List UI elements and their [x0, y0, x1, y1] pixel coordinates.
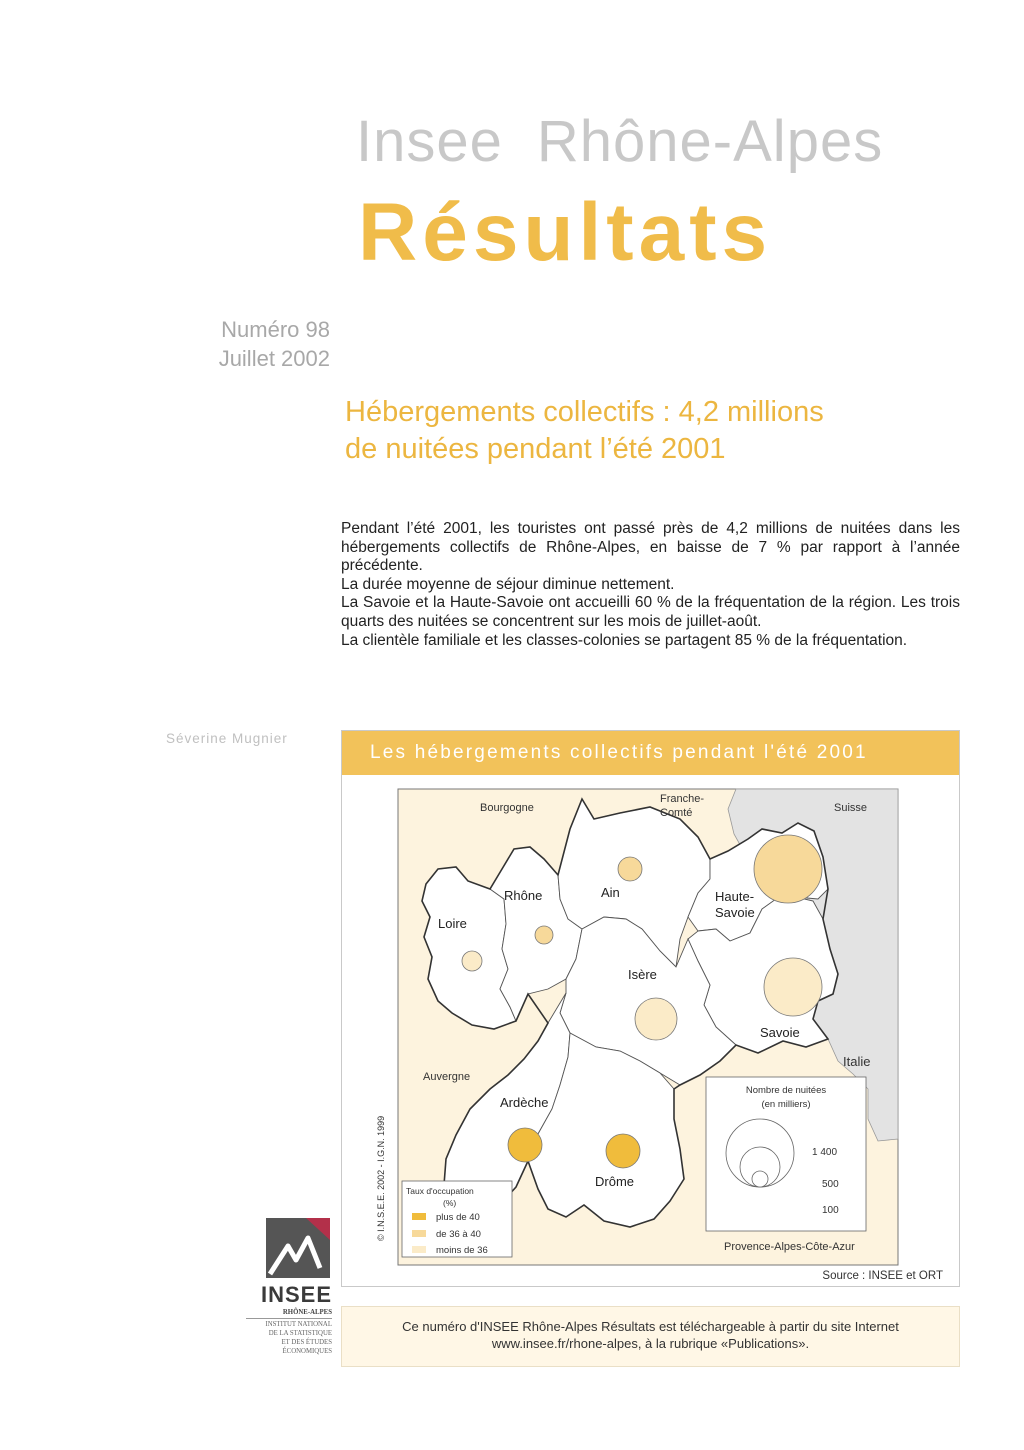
size-legend-value: 100 — [822, 1205, 839, 1216]
color-legend-title: (%) — [443, 1198, 457, 1208]
insee-logo-mark — [266, 1218, 330, 1278]
logo-subtitle: INSTITUT NATIONAL — [265, 1321, 332, 1328]
issue-number: Numéro 98 — [221, 317, 330, 342]
size-legend-value: 1 400 — [812, 1147, 838, 1158]
color-legend-title: Taux d'occupation — [406, 1186, 474, 1196]
bubble-isere — [635, 998, 677, 1040]
figure-title: Les hébergements collectifs pendant l'été 2001 — [342, 731, 959, 775]
bubble-savoie — [764, 958, 822, 1016]
abstract-paragraph: La clientèle familiale et les classes-colonies se partagent 85 % de la fréquentation. — [341, 631, 908, 649]
legend-class: moins de 36 — [436, 1245, 488, 1256]
headline-line-2: de nuitées pendant l’été 2001 — [345, 433, 726, 465]
publication-brand — [356, 108, 883, 175]
label-haute-savoie: Haute- — [715, 889, 755, 904]
download-note-line-2: www.insee.fr/rhone-alpes, à la rubrique «Publications». — [491, 1336, 810, 1351]
bubble-drome — [606, 1134, 640, 1168]
bubble-ain — [618, 857, 642, 881]
label-paca: Provence-Alpes-Côte-Azur — [724, 1241, 855, 1253]
download-note-line-1: Ce numéro d'INSEE Rhône-Alpes Résultats est téléchargeable à partir du site Internet — [402, 1319, 899, 1334]
logo-subtitle: ÉCONOMIQUES — [282, 1348, 332, 1355]
label-ardeche: Ardèche — [500, 1095, 549, 1110]
label-loire: Loire — [438, 916, 467, 931]
legend-class: plus de 40 — [436, 1212, 480, 1223]
label-isere: Isère — [628, 967, 657, 982]
bubble-loire — [462, 951, 482, 971]
download-note — [341, 1306, 960, 1367]
bubble-ardeche — [508, 1128, 542, 1162]
logo-name: INSEE — [260, 1282, 332, 1307]
bubble-haute-savoie — [754, 835, 822, 903]
legend-swatch-high — [412, 1213, 426, 1220]
figure-source: Source : INSEE et ORT — [822, 1270, 943, 1282]
article-headline — [345, 394, 824, 468]
label-franche-comte: Comté — [660, 807, 693, 819]
label-haute-savoie: Savoie — [715, 905, 755, 920]
insee-logo — [246, 1218, 332, 1356]
abstract-paragraph: La Savoie et la Haute-Savoie ont accueilli 60 % de la fréquentation de la région. Les trois quarts des nuitées se concentrent sur les mois de juillet-août. — [341, 594, 960, 630]
logo-subtitle: DE LA STATISTIQUE — [268, 1330, 332, 1337]
label-italie: Italie — [843, 1054, 871, 1069]
map-copyright: © I.N.S.E.E. 2002 - I.G.N. 1999 — [376, 1115, 386, 1241]
label-savoie: Savoie — [760, 1025, 800, 1040]
size-legend-title: Nombre de nuitées — [745, 1085, 827, 1096]
author-name: Séverine Mugnier — [166, 731, 288, 746]
size-legend-title: (en milliers) — [761, 1099, 811, 1110]
label-franche-comte: Franche- — [660, 793, 705, 805]
label-rhone: Rhône — [504, 888, 543, 903]
size-legend-value: 500 — [822, 1179, 839, 1190]
article-abstract — [341, 520, 960, 650]
headline-line-1: Hébergements collectifs : 4,2 millions — [345, 396, 824, 428]
label-auvergne: Auvergne — [423, 1071, 471, 1083]
issue-info — [219, 315, 330, 373]
color-legend — [402, 1181, 512, 1257]
size-legend-circle-small — [752, 1171, 768, 1187]
legend-swatch-mid — [412, 1230, 426, 1237]
label-suisse: Suisse — [834, 802, 868, 814]
brand-insee: Insee — [356, 109, 503, 174]
abstract-paragraph: Pendant l’été 2001, les touristes ont passé près de 4,2 millions de nuitées dans les hébergements collectifs de Rhône-Alpes, en baisse de 7 % par rapport à l’année précédente. — [341, 520, 960, 575]
abstract-paragraph: La durée moyenne de séjour diminue nettement. — [341, 575, 675, 593]
brand-region: Rhône-Alpes — [536, 109, 884, 174]
map-figure — [341, 730, 960, 1287]
label-drome: Drôme — [595, 1174, 635, 1189]
size-legend — [706, 1077, 866, 1231]
label-ain: Ain — [601, 885, 620, 900]
series-title: Résultats — [358, 187, 773, 278]
logo-subtitle: ET DES ÉTUDES — [281, 1339, 332, 1346]
rhone-alpes-map — [376, 789, 898, 1265]
issue-date: Juillet 2002 — [218, 346, 330, 371]
label-bourgogne: Bourgogne — [480, 802, 534, 814]
legend-class: de 36 à 40 — [436, 1229, 481, 1240]
legend-swatch-low — [412, 1246, 426, 1253]
logo-subtitle: RHÔNE-ALPES — [246, 1308, 332, 1319]
bubble-rhone — [535, 926, 553, 944]
